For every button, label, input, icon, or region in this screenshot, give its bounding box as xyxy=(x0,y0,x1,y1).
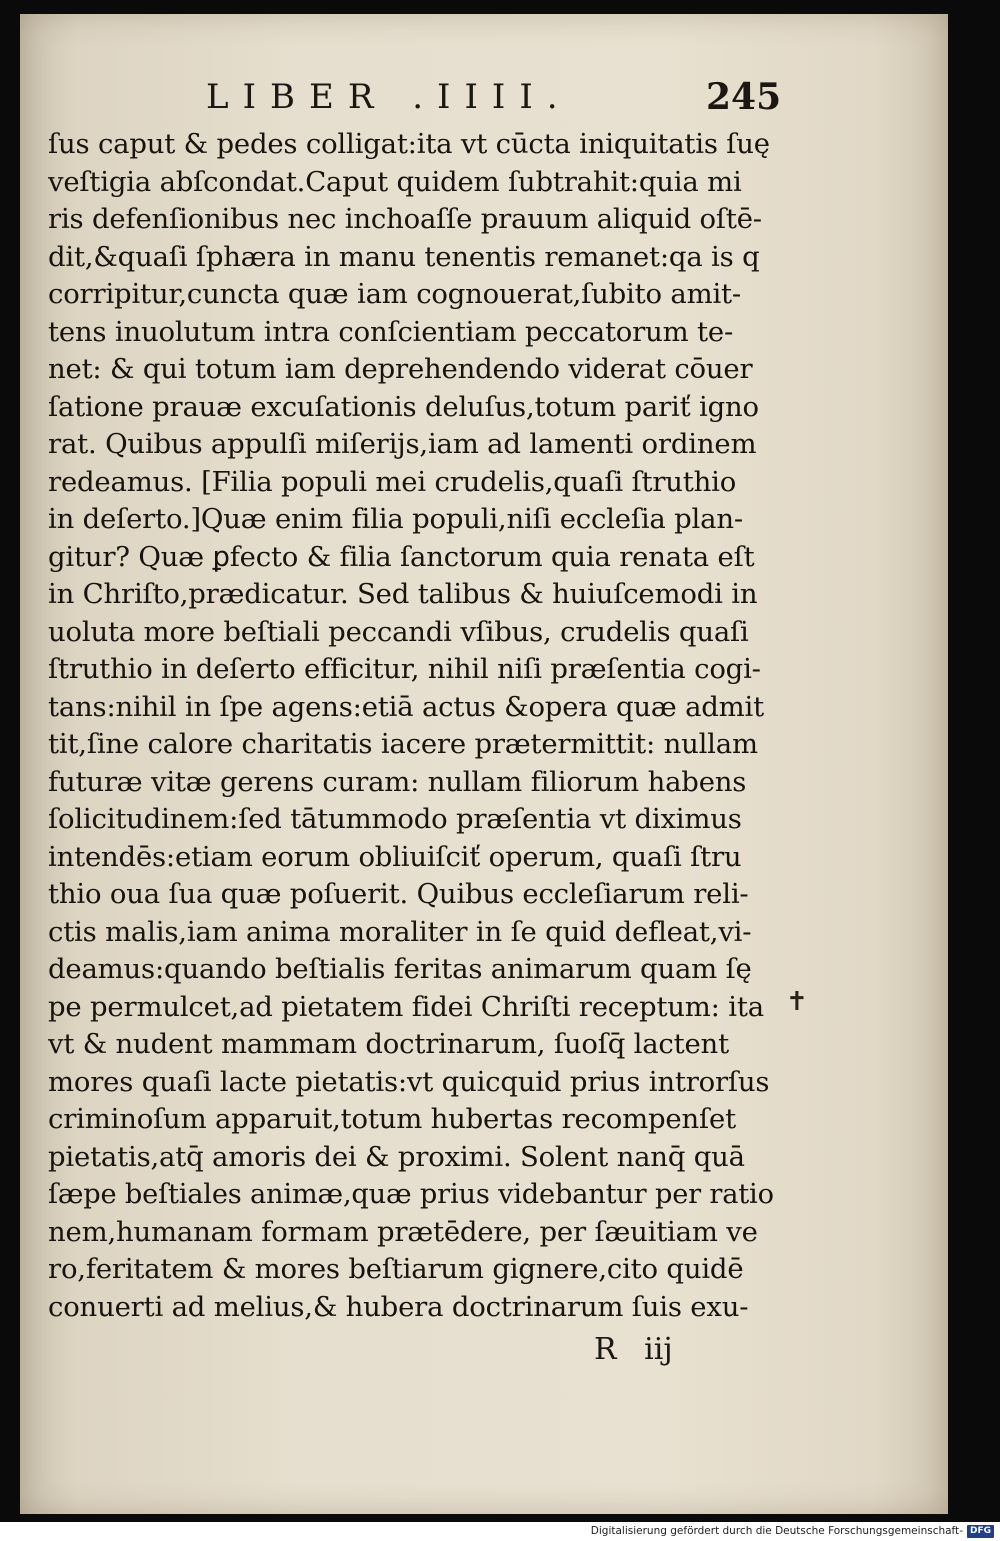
signature-mark: R iij xyxy=(594,1332,673,1367)
text-line: net: & qui totum iam deprehendendo viderat cōuer xyxy=(48,353,753,385)
page-number: 245 xyxy=(706,76,782,118)
funding-credit xyxy=(591,1523,994,1540)
funding-credit-separator: - xyxy=(959,1525,963,1537)
text-line: redeamus. [Filia populi mei crudelis,quaſi ſtruthio xyxy=(48,465,737,498)
funding-credit-text: Digitalisierung gefördert durch die Deutsche Forschungsgemeinschaft xyxy=(590,1525,960,1537)
text-line: ſus caput & pedes colligat:ita vt cūcta iniquitatis ſuę xyxy=(48,128,770,160)
text-line: veſtigia abſcondat.Caput quidem ſubtrahit:quia mi xyxy=(48,165,742,198)
text-line: ro,feritatem & mores beſtiarum gignere,cito quidē xyxy=(48,1253,744,1285)
text-line: pietatis,atq̄ amoris dei & proximi. Solent nanq̄ quā xyxy=(48,1140,745,1173)
text-line: nem,humanam formam prætēdere, per ſæuitiam ve xyxy=(48,1215,758,1248)
text-line: ſæpe beſtiales animæ,quæ prius videbantur per ratio xyxy=(48,1179,774,1210)
text-line: criminoſum apparuit,totum hubertas recompenſet xyxy=(48,1103,736,1135)
text-line: in Chriſto,prædicatur. Sed talibus & huiuſcemodi in xyxy=(48,578,758,610)
text-line: ſtruthio in deſerto efficitur, nihil niſi præſentia cogi- xyxy=(48,653,761,685)
text-line: deamus:quando beſtialis feritas animarum quam ſę xyxy=(48,953,752,985)
text-line: conuerti ad melius,& hubera doctrinarum ſuis exu- xyxy=(48,1290,749,1323)
text-line: ſolicitudinem:ſed tātummodo præſentia vt diximus xyxy=(48,803,742,835)
text-line: tans:nihil in ſpe agens:etiā actus &opera quæ admit xyxy=(48,690,764,723)
running-head: LIBER .IIII. xyxy=(206,77,572,117)
text-line: pe permulcet,ad pietatem fidei Chriſti receptum: ita xyxy=(48,990,764,1023)
marginal-cross-mark: ✝ xyxy=(786,987,808,1017)
footer-bar xyxy=(0,1522,1000,1541)
text-line: intendēs:etiam eorum obliuiſciť operum, quaſi ſtru xyxy=(48,840,742,873)
text-line: gitur? Quæ ꝑfecto & filia ſanctorum quia renata eſt xyxy=(48,540,755,573)
text-line: uoluta more beſtiali peccandi vſibus, crudelis quaſi xyxy=(48,615,749,648)
text-line: tit,ſine calore charitatis iacere prætermittit: nullam xyxy=(48,728,758,760)
text-line: mores quaſi lacte pietatis:vt quicquid prius introrſus xyxy=(48,1065,770,1098)
text-line: vt & nudent mammam doctrinarum, ſuoſq̄ lactent xyxy=(48,1028,729,1060)
text-line: futuræ vitæ gerens curam: nullam filiorum habens xyxy=(48,765,747,798)
text-line: rat. Quibus appulſi miſerijs,iam ad lamenti ordinem xyxy=(48,428,757,460)
body-text xyxy=(48,126,778,1326)
text-line: tens inuolutum intra conſcientiam peccatorum te- xyxy=(48,315,734,348)
text-line: corripitur,cuncta quæ iam cognouerat,ſubito amit- xyxy=(48,278,741,310)
text-line: in deſerto.]Quæ enim filia populi,niſi eccleſia plan- xyxy=(48,503,743,535)
dfg-logo: DFG xyxy=(967,1525,994,1538)
text-line: ctis malis,iam anima moraliter in ſe quid defleat,vi- xyxy=(48,915,752,948)
text-line: ris defenſionibus nec inchoaſſe prauum aliquid oſtē- xyxy=(48,203,762,235)
page-header xyxy=(20,72,948,122)
text-line: dit,&quaſi ſphæra in manu tenentis remanet:qa is q xyxy=(48,240,760,273)
text-line: thio oua ſua quæ poſuerit. Quibus eccleſiarum reli- xyxy=(48,878,749,910)
book-page xyxy=(20,14,948,1514)
text-line: ſatione prauæ excuſationis deluſus,totum pariť igno xyxy=(48,390,759,423)
